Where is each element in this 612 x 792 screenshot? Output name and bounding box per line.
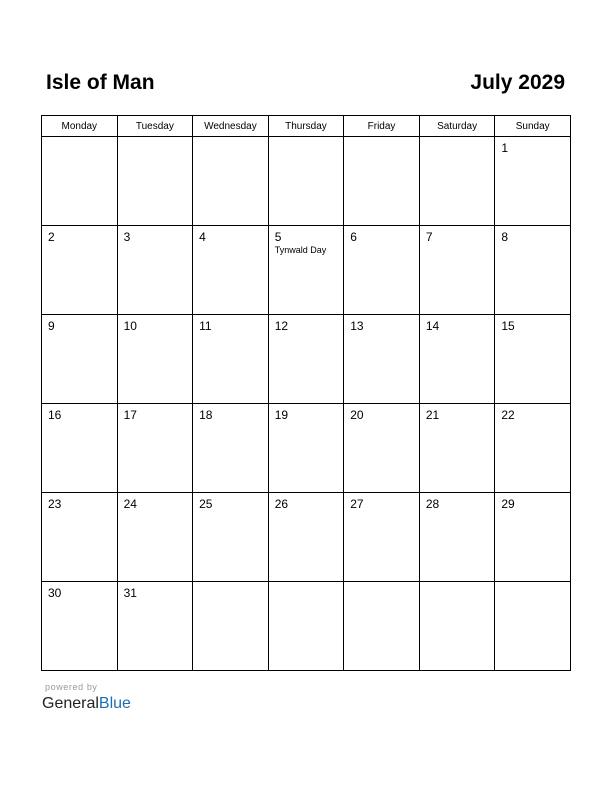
day-cell [193,404,269,493]
weekday-monday: Monday [42,116,118,137]
day-number: 30 [48,586,62,600]
day-cell [117,404,193,493]
day-cell [42,404,118,493]
day-cell [419,582,495,671]
day-cell [344,137,420,226]
day-number: 7 [425,230,433,244]
day-number: 31 [123,586,137,600]
day-number: 6 [350,230,357,244]
day-cell [419,315,495,404]
week-row [42,582,571,671]
day-number: 29 [501,497,515,511]
day-cell [42,315,118,404]
weekday-thursday: Thursday [268,116,344,137]
day-number [193,582,268,586]
day-number: 23 [48,497,62,511]
day-cell [495,226,571,315]
day-number: 19 [274,408,289,422]
region-title: Isle of Man [46,71,155,94]
day-cell [419,137,495,226]
week-row [42,493,571,582]
day-number: 24 [123,497,137,511]
day-cell [193,226,269,315]
day-cell [42,226,118,315]
day-number: 11 [199,319,212,333]
week-row [42,404,571,493]
holiday-label: Tynwald Day [274,245,327,255]
day-cell [268,404,344,493]
day-cell [495,493,571,582]
day-cell [344,315,420,404]
day-number: 4 [199,230,206,244]
brand-name-general: General [42,695,99,712]
weekday-friday: Friday [344,116,420,137]
day-cell [193,137,269,226]
weekday-tuesday: Tuesday [117,116,193,137]
day-cell [344,226,420,315]
day-number: 18 [199,408,213,422]
day-cell [419,404,495,493]
day-cell [193,493,269,582]
week-row [42,226,571,315]
day-cell [495,404,571,493]
day-number [344,582,419,586]
weekday-saturday: Saturday [419,116,495,137]
day-number: 1 [501,141,509,155]
week-row [42,315,571,404]
week-row [42,137,571,226]
day-number: 22 [501,408,515,422]
weekday-header-row [42,116,571,137]
day-cell [42,582,118,671]
day-number [495,582,570,586]
calendar-body [42,137,571,671]
day-number [42,137,117,141]
day-number: 25 [199,497,213,511]
day-number [269,582,344,586]
day-number [193,137,268,141]
day-cell [495,137,571,226]
day-cell [193,315,269,404]
day-cell [419,226,495,315]
brand-logo[interactable] [42,694,131,714]
day-cell [42,493,118,582]
day-cell [419,493,495,582]
day-number [118,137,193,141]
day-number: 5 [274,230,282,244]
day-number: 16 [48,408,62,422]
powered-by-text: powered by [45,682,98,692]
day-number: 2 [48,230,55,244]
day-cell [117,226,193,315]
day-number [420,582,495,586]
day-number: 20 [350,408,364,422]
day-number: 17 [123,408,137,422]
day-number: 27 [350,497,364,511]
day-number: 9 [48,319,55,333]
weekday-wednesday: Wednesday [193,116,269,137]
day-cell [495,315,571,404]
day-number: 12 [274,319,289,333]
day-number: 21 [425,408,440,422]
day-cell [117,493,193,582]
month-year-title: July 2029 [470,71,565,94]
day-number [269,137,344,141]
day-number [344,137,419,141]
day-number: 3 [123,230,131,244]
day-cell [344,582,420,671]
day-number: 14 [425,319,440,333]
brand-name-blue: Blue [98,695,131,712]
calendar-grid [41,115,571,671]
day-cell [117,582,193,671]
day-cell [344,404,420,493]
weekday-sunday: Sunday [495,116,571,137]
day-cell [268,315,344,404]
day-cell [268,493,344,582]
day-cell [193,582,269,671]
day-number: 15 [501,319,515,333]
day-cell [117,137,193,226]
day-number [420,137,495,141]
day-cell [117,315,193,404]
day-cell [268,226,344,315]
day-cell [268,582,344,671]
day-cell [495,582,571,671]
day-cell [344,493,420,582]
day-cell [268,137,344,226]
day-number: 8 [501,230,509,244]
day-number: 10 [123,319,137,333]
day-number: 26 [274,497,289,511]
day-number: 13 [350,319,364,333]
day-number: 28 [425,497,440,511]
day-cell [42,137,118,226]
